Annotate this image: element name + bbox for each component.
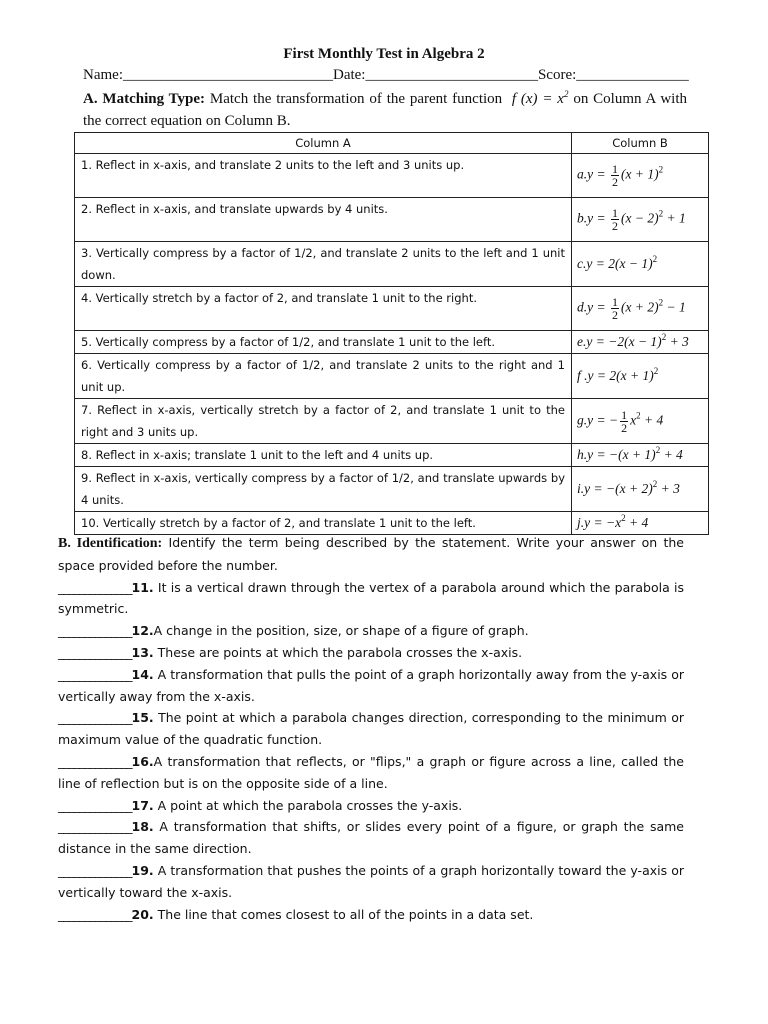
equation-tail: + 1 [663,210,686,226]
equation-tail: + 3 [666,334,689,349]
matching-row [75,154,709,198]
column-b-equation [572,399,709,444]
equation-exponent: 2 [652,479,658,489]
equation-exponent: 2 [658,208,664,219]
section-a-instructions [83,88,687,132]
matching-table-header-row [75,133,709,154]
item-number: 12. [131,623,154,639]
item-number: 19. [131,862,154,878]
answer-blank: ______________ [58,710,132,726]
answer-blank: ______________ [58,623,132,639]
equation-exponent: 2 [658,164,664,175]
page-title: First Monthly Test in Algebra 2 [283,46,485,62]
fraction-numerator: 1 [611,206,618,220]
equation-lhs: y = [587,166,609,182]
equation-lhs: y = −x [584,515,622,530]
equation-letter: j. [577,515,585,530]
answer-blank: ______________ [58,906,132,922]
matching-row [75,467,709,512]
column-a-item: 3. Vertically compress by a factor of 1/2, and translate 2 units to the left and 1 unit down. [75,242,572,287]
column-b-equation [572,242,709,287]
equation-letter: d. [577,299,588,315]
column-b-header: Column B [572,133,709,154]
item-number: 15. [131,710,154,726]
equation-tail: + 4 [640,412,664,428]
item-text: It is a vertical drawn through the vertex of a parabola around which the parabola is symmetric. [58,579,684,617]
equation-letter: b. [577,210,588,226]
identification-item [58,707,684,751]
item-text: A transformation that shifts, or slides every point of a figure, or graph the same distance in the same direction. [58,819,684,857]
fraction-numerator: 1 [621,407,628,422]
item-text: A transformation that pulls the point of a graph horizontally away from the y-axis or vertically away from the x-axis. [58,666,684,704]
item-number: 20. [131,906,154,922]
column-b-equation [572,331,709,354]
matching-row [75,444,709,467]
equation-lhs: y = −(x + 1) [587,447,656,462]
equation-tail: + 3 [657,481,680,496]
identification-item [58,620,684,642]
answer-blank: ______________ [58,862,132,878]
fraction [620,409,628,434]
fraction [611,296,619,321]
item-text: These are points at which the parabola crosses the x-axis. [153,644,523,660]
parent-function-exponent: 2 [563,89,569,99]
equation-term: (x + 2) [620,299,659,315]
column-a-item: 4. Vertically stretch by a factor of 2, and translate 1 unit to the right. [75,287,572,331]
column-b-equation [572,467,709,512]
equation-exponent: 2 [652,254,658,264]
equation-letter: h. [577,447,588,462]
equation-lhs: y = −2(x − 1) [586,334,662,349]
equation-lhs: y = [587,299,609,315]
item-number: 16. [131,753,154,769]
column-a-header: Column A [75,133,572,154]
section-a-label: A. Matching Type: [83,91,206,107]
matching-table [74,132,709,535]
equation-letter: a. [577,166,588,182]
fraction [611,163,619,188]
matching-row [75,287,709,331]
parent-function-base: f (x) = x [511,91,564,107]
column-a-item: 1. Reflect in x-axis, and translate 2 units to the left and 3 units up. [75,154,572,198]
equation-term: (x − 2) [620,210,659,226]
answer-blank: ______________ [58,579,132,595]
fraction-numerator: 1 [611,162,618,176]
answer-blank: ______________ [58,644,132,660]
item-text: A transformation that pushes the points of a graph horizontally toward the y-axis or vertically toward the x-axis. [58,862,684,900]
equation-lhs: y = 2(x + 1) [587,368,654,383]
equation-letter: e. [577,334,587,349]
item-number: 13. [131,644,154,660]
matching-row [75,354,709,399]
equation-letter: f . [577,368,588,383]
column-a-item: 8. Reflect in x-axis; translate 1 unit to the left and 4 units up. [75,444,572,467]
identification-item [58,642,684,664]
answer-blank: ______________ [58,753,132,769]
parent-function [512,91,569,107]
equation-lhs: y = [587,210,609,226]
fraction-denominator: 2 [611,308,618,322]
name-date-score-line: Name:____________________________Date:_______________________Score:_______________ [83,67,689,83]
column-a-item: 7. Reflect in x-axis, vertically stretch by a factor of 2, and translate 1 unit to the right and 3 units up. [75,399,572,444]
item-text: A point at which the parabola crosses the y-axis. [153,797,463,813]
item-text: The line that comes closest to all of the points in a data set. [153,906,534,922]
equation-exponent: 2 [636,410,641,421]
equation-exponent: 2 [655,445,661,455]
column-a-item: 10. Vertically stretch by a factor of 2, and translate 1 unit to the left. [75,512,572,535]
equation-term: (x + 1) [620,166,659,182]
matching-row [75,399,709,444]
fraction-denominator: 2 [611,219,618,233]
identification-item [58,904,684,926]
column-a-item: 9. Reflect in x-axis, vertically compress by a factor of 1/2, and translate upwards by 4 units. [75,467,572,512]
section-a-text-after: on Column A with the correct equation on Column B. [83,91,688,129]
equation-lhs: y = 2(x − 1) [586,256,653,271]
equation-lhs: y = − [587,412,619,428]
equation-tail: − 1 [663,299,686,315]
fraction-denominator: 2 [611,175,618,189]
equation-term: x [630,412,637,428]
column-b-equation [572,354,709,399]
column-b-equation [572,287,709,331]
identification-item [58,795,684,817]
identification-item [58,860,684,904]
item-number: 17. [131,797,154,813]
column-b-equation [572,198,709,242]
section-b-instructions [58,532,684,577]
column-a-item: 5. Vertically compress by a factor of 1/2, and translate 1 unit to the left. [75,331,572,354]
identification-item [58,816,684,860]
fraction-numerator: 1 [611,295,618,309]
item-number: 11. [131,579,154,595]
identification-item [58,664,684,708]
equation-letter: i. [577,481,585,496]
item-text: The point at which a parabola changes direction, corresponding to the minimum or maximum value of the quadratic function. [58,710,684,748]
column-b-equation [572,444,709,467]
identification-list [58,577,684,926]
equation-lhs: y = −(x + 2) [584,481,653,496]
section-b-label: B. Identification: [58,536,163,551]
equation-tail: + 4 [660,447,683,462]
item-text: A transformation that reflects, or "flips," a graph or figure across a line, called the line of reflection but is on the opposite side of a line. [58,753,684,791]
equation-exponent: 2 [653,366,659,376]
answer-blank: ______________ [58,819,132,835]
item-number: 18. [131,819,154,835]
equation-letter: c. [577,256,587,271]
section-a-text-before: Match the transformation of the parent function [209,91,503,107]
matching-row [75,198,709,242]
answer-blank: ______________ [58,797,132,813]
fraction-denominator: 2 [621,420,628,435]
equation-tail: + 4 [625,515,649,530]
equation-exponent: 2 [621,513,626,523]
fraction [611,207,619,232]
item-number: 14. [131,666,154,682]
section-b [58,532,684,925]
item-text: A change in the position, size, or shape of a figure of graph. [153,623,529,639]
equation-exponent: 2 [658,297,664,308]
column-a-item: 2. Reflect in x-axis, and translate upwards by 4 units. [75,198,572,242]
column-b-equation [572,154,709,198]
matching-row [75,331,709,354]
equation-exponent: 2 [661,332,667,342]
section-b-instructions-text: Identify the term being described by the statement. Write your answer on the space provided before the number. [58,535,684,573]
column-a-item: 6. Vertically compress by a factor of 1/2, and translate 2 units to the right and 1 unit up. [75,354,572,399]
answer-blank: ______________ [58,666,132,682]
matching-row [75,242,709,287]
identification-item [58,577,684,621]
equation-letter: g. [577,412,588,428]
identification-item [58,751,684,795]
